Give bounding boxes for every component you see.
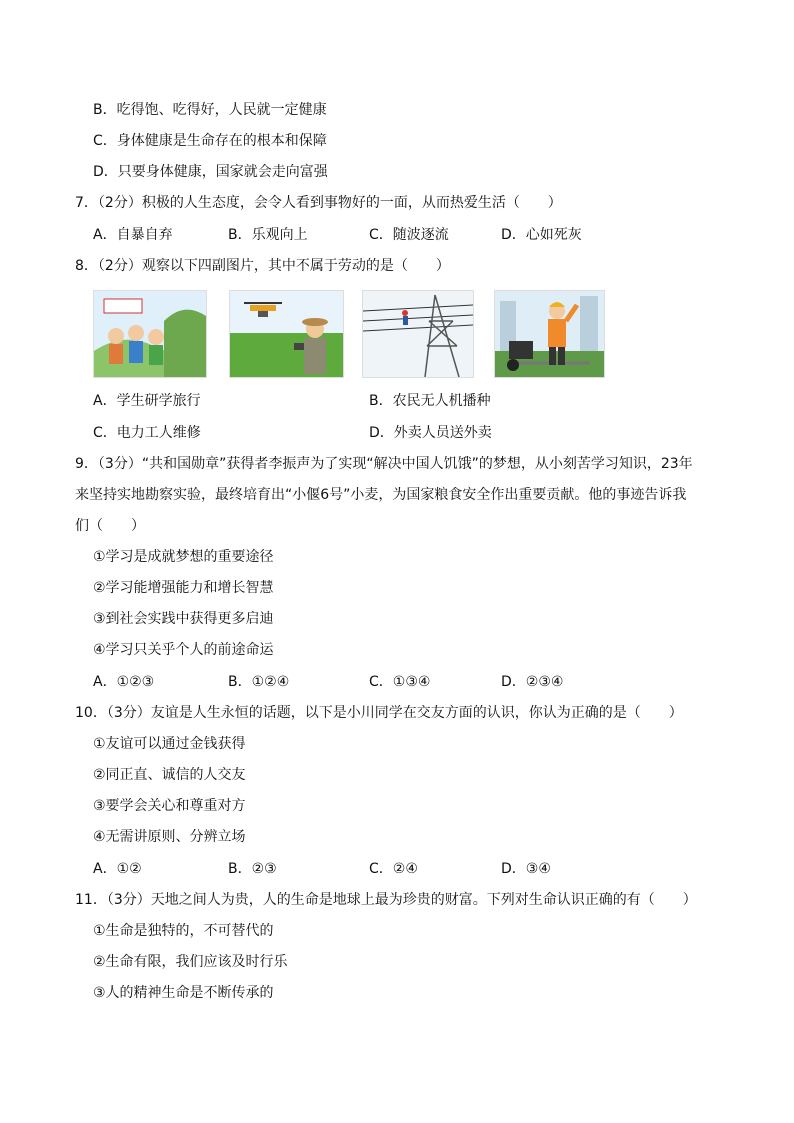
q7-option-a: A．自暴自弃 xyxy=(93,227,173,243)
q6-option-b: B．吃得饱、吃得好，人民就一定健康 xyxy=(93,102,327,118)
q9-option-a: A．①②③ xyxy=(93,674,155,690)
q10-option-b: B．②③ xyxy=(228,861,277,877)
q11-item-1: ①生命是独特的，不可替代的 xyxy=(93,923,274,939)
q8-options-row1 xyxy=(93,391,733,411)
q10-option-c: C．②④ xyxy=(369,861,418,877)
q8-stem: 8．（2分）观察以下四副图片，其中不属于劳动的是（ ） xyxy=(75,258,450,274)
q10-options xyxy=(93,859,733,879)
q8-option-c: C．电力工人维修 xyxy=(93,425,201,441)
q9-item-3: ③到社会实践中获得更多启迪 xyxy=(93,611,274,627)
q9-option-d: D．②③④ xyxy=(501,674,564,690)
q11-item-3: ③人的精神生命是不断传承的 xyxy=(93,985,274,1001)
q7-stem: 7．（2分）积极的人生态度，会令人看到事物好的一面，从而热爱生活（ ） xyxy=(75,195,562,211)
q9-item-4: ④学习只关乎个人的前途命运 xyxy=(93,642,274,658)
power-worker-repair-image xyxy=(362,290,474,378)
q6-option-d: D．只要身体健康，国家就会走向富强 xyxy=(93,164,328,180)
q8-option-d: D．外卖人员送外卖 xyxy=(369,425,492,441)
q10-option-d: D．③④ xyxy=(501,861,551,877)
q10-option-a: A．①② xyxy=(93,861,142,877)
q7-option-d: D．心如死灰 xyxy=(501,227,582,243)
q9-item-1: ①学习是成就梦想的重要途径 xyxy=(93,549,274,565)
q11-item-2: ②生命有限，我们应该及时行乐 xyxy=(93,954,288,970)
q7-options xyxy=(93,225,733,245)
q10-item-1: ①友谊可以通过金钱获得 xyxy=(93,736,246,752)
q9-item-2: ②学习能增强能力和增长智慧 xyxy=(93,580,274,596)
q9-option-b: B．①②④ xyxy=(228,674,290,690)
q8-options-row2 xyxy=(93,423,733,443)
q10-item-4: ④无需讲原则、分辨立场 xyxy=(93,829,246,845)
q7-option-b: B．乐观向上 xyxy=(228,227,308,243)
q7-option-c: C．随波逐流 xyxy=(369,227,449,243)
q10-item-3: ③要学会关心和尊重对方 xyxy=(93,798,246,814)
q8-option-a: A．学生研学旅行 xyxy=(93,393,201,409)
students-study-trip-image xyxy=(93,290,207,378)
q9-stem-line1: 9．（3分）“共和国勋章”获得者李振声为了实现“解决中国人饥饿”的梦想，从小刻苦学习知识，23年 xyxy=(75,456,693,472)
q9-stem-line2: 来坚持实地勘察实验，最终培育出“小偃6号”小麦，为国家粮食安全作出重要贡献。他的事迹告诉我 xyxy=(75,487,687,503)
q10-stem: 10．（3分）友谊是人生永恒的话题，以下是小川同学在交友方面的认识，你认为正确的是（ ） xyxy=(75,705,683,721)
q10-item-2: ②同正直、诚信的人交友 xyxy=(93,767,246,783)
q11-stem: 11．（3分）天地之间人为贵，人的生命是地球上最为珍贵的财富。下列对生命认识正确的有（ ） xyxy=(75,892,697,908)
q8-option-b: B．农民无人机播种 xyxy=(369,393,491,409)
q9-stem-line3: 们（ ） xyxy=(75,518,145,534)
q9-option-c: C．①③④ xyxy=(369,674,431,690)
farmer-drone-sowing-image xyxy=(229,290,344,378)
q6-option-c: C．身体健康是生命存在的根本和保障 xyxy=(93,133,327,149)
delivery-worker-image xyxy=(494,290,605,378)
q9-options xyxy=(93,672,733,692)
